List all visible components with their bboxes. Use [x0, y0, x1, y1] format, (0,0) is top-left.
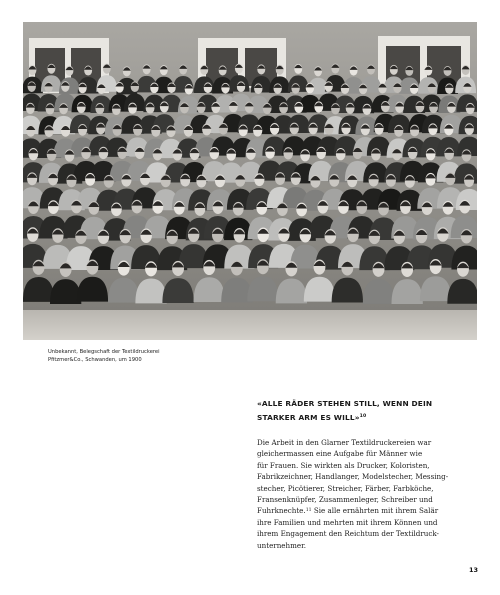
body-line: ihre Familien und mehrten mit ihrem Können und — [257, 517, 438, 527]
page-number: 13 — [468, 566, 478, 574]
section-heading — [257, 398, 467, 424]
photo-caption — [48, 348, 248, 364]
body-line: ihrem Engagement den Reichtum der Textildruck- — [257, 529, 439, 539]
workforce-photo — [23, 22, 477, 340]
body-line: unternehmer. — [257, 540, 307, 550]
heading-line: «ALLE RÄDER STEHEN STILL, WENN DEIN — [257, 399, 433, 408]
body-paragraph — [257, 437, 469, 551]
body-line: für Frauen. Sie wirkten als Drucker, Koloristen, — [257, 460, 430, 470]
group-photograph — [23, 22, 477, 340]
body-line-text: Sie alle ernährten mit ihrem Salär — [311, 506, 439, 516]
body-line — [257, 505, 469, 516]
body-line-text: Fuhrknechte. — [257, 506, 306, 516]
heading-line-text: STARKER ARM ES WILL» — [257, 412, 360, 422]
body-line: stecher, Picötierer, Streicher, Färber, Farbköche, — [257, 483, 434, 493]
footnote-ref: 11 — [305, 508, 312, 514]
footnote-ref: 10 — [359, 413, 367, 419]
body-line: Die Arbeit in den Glarner Textildruckereien war — [257, 438, 432, 447]
heading-line — [257, 411, 467, 425]
body-line: gleichermassen eine Aufgabe für Männer wie — [257, 449, 423, 459]
caption-line: Unbekannt, Belegschaft der Textildruckerei — [48, 349, 160, 355]
caption-line: Pfitzmer&Co., Schwanden, um 1900 — [48, 357, 142, 363]
body-line: Fabrikzeichner, Handlanger, Modelstecher, Messing- — [257, 472, 449, 482]
body-line: Fransenknüpfer, Zusammenleger, Schreiber und — [257, 495, 433, 505]
